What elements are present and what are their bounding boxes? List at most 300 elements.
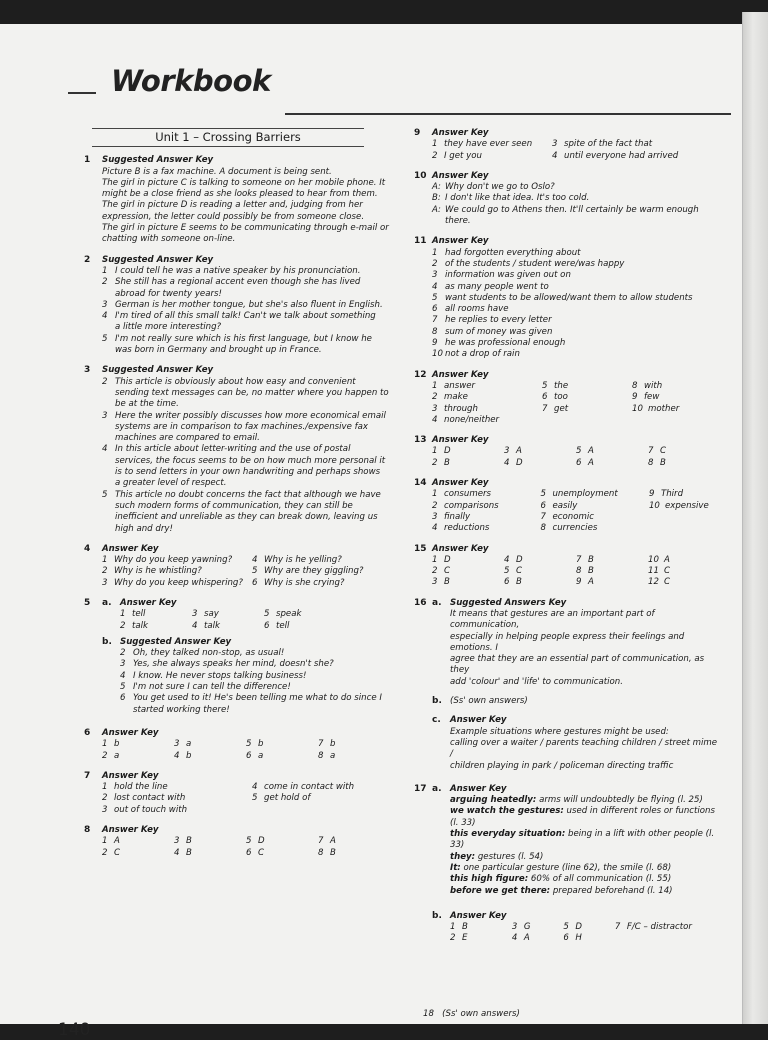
answer-paragraph [102,167,398,246]
answer-key-label: Answer Key [432,543,489,554]
item-answer: mother [648,403,680,414]
reference-answer: being in a lift with other people (l. 33) [450,829,715,851]
item-number: 9 [648,489,655,500]
item-answer: spite of the fact that [564,139,653,150]
item-answer: B [588,566,594,577]
item-number [615,933,627,944]
answer-item [120,648,398,659]
answer-item [120,693,398,716]
item-text: not a drop of rain [445,349,520,360]
grid-cell [246,848,318,859]
item-answer: finally [444,511,471,522]
item-number: 3 [102,577,108,588]
grid-cell [632,415,692,426]
grid-row [432,415,718,426]
item-answer: B [516,577,522,588]
item-number [649,512,661,523]
item-number: 4 [192,620,198,631]
item-number: 1 [450,922,456,933]
reference-answer: prepared beforehand (l. 14) [550,885,673,896]
item-answer: C [444,566,451,577]
answer-item [432,248,718,259]
right-column [408,128,718,954]
item-number: 6 [563,933,569,944]
item-answer: Why do you keep whispering? [114,577,243,588]
grid-cell [576,566,648,577]
grid-cell [540,523,648,534]
item-text: I could tell he was a native speaker by his pronunciation. [115,265,361,276]
item-answer: out of touch with [114,804,188,815]
grid-cell [102,782,252,793]
item-number: 6 [432,304,438,315]
item-answer: through [444,403,478,414]
item-answer: A [588,577,594,588]
grid-cell [174,751,246,762]
reference-phrase: this high figure: [450,874,529,885]
answer-key-label: Suggested Answers Key [450,597,567,608]
item-number: 5 [504,566,510,577]
item-number: 6 [246,847,252,858]
item-answer: currencies [552,523,598,534]
item-number: 6 [264,620,270,631]
reference-phrase: It: [450,862,461,873]
item-answer: with [644,380,663,391]
book-edge [742,12,768,1024]
grid-cell [432,523,540,534]
item-text: had forgotten everything about [445,247,581,258]
answer-key-label: Answer Key [432,478,489,489]
grid-row [432,381,718,392]
item-text: inefficient and unreliable as they can break down, leaving us [115,512,378,523]
grid-cell [648,458,688,469]
item-text: In this article about letter-writing and the use of postal [115,444,351,455]
grid-row [432,446,718,457]
item-answer: comparisons [444,500,499,511]
exercise-12 [408,370,718,426]
item-answer: lost contact with [114,793,186,804]
item-number [542,415,554,426]
answer-key-label: Suggested Answer Key [102,155,214,166]
item-number: 6 [576,457,582,468]
item-text: I'm not really sure which is his first language, but I know he [115,333,372,344]
grid-cell [174,836,246,847]
grid-row [432,566,718,577]
grid-row [102,555,398,566]
grid-cell [648,446,688,457]
item-number: 7 [576,554,582,565]
item-answer: make [444,392,468,403]
text-line [450,874,718,885]
answer-grid [450,922,718,945]
item-answer: Why are they giggling? [264,566,364,577]
exercise-16c [432,715,718,771]
grid-cell [450,933,512,944]
item-number: 9 [576,577,582,588]
item-number: 4 [102,444,108,455]
grid-cell [102,805,252,816]
item-number: 6 [504,577,510,588]
grid-cell [432,577,504,588]
item-number: 5 [120,682,126,693]
answer-grid [102,555,398,589]
exercise-17a [432,784,718,897]
answer-key-label: Answer Key [450,910,507,921]
grid-row [102,751,398,762]
exercise-number: 18 [423,1009,434,1019]
item-text: be at the time. [115,399,179,410]
item-answer: b [186,750,192,761]
answer-key-label: Answer Key [432,170,489,181]
item-text: This article no doubt concerns the fact that although we have [115,489,381,500]
grid-cell [542,404,632,415]
grid-row [120,621,398,632]
item-number: 2 [120,620,126,631]
item-answer: C [516,566,523,577]
answer-key-label: Suggested Answer Key [120,636,232,647]
exercise-17 [408,784,718,945]
answer-item [102,377,398,411]
item-text: started working there! [133,704,230,715]
grid-cell [432,139,552,150]
answer-text: (Ss' own answers) [442,1009,520,1019]
item-answer: D [444,446,451,457]
answer-key-label: Answer Key [432,128,489,138]
answer-key-label: Answer Key [432,435,489,446]
item-answer: unemployment [552,489,618,500]
answer-item [432,315,718,326]
item-number: 1 [432,139,438,150]
grid-cell [450,922,512,933]
grid-cell [246,836,318,847]
exercise-1 [78,155,398,245]
item-answer: tell [132,609,146,620]
answer-key-label: Answer Key [432,369,489,380]
item-answer: C [664,577,671,588]
text-line: Picture B is a fax machine. A document is being sent. [102,166,332,177]
item-number: 3 [552,139,558,150]
grid-cell [246,739,318,750]
exercise-15 [408,544,718,589]
grid-cell [318,751,358,762]
exercise-11 [408,236,718,360]
item-number: 1 [432,380,438,391]
item-answer: A [114,836,120,847]
item-text: You get used to it! He's been telling me what to do since I [133,693,382,704]
reference-answer: one particular gesture (line 62), the smile (l. 68) [460,862,672,873]
grid-cell [542,381,632,392]
grid-cell [264,609,324,620]
answer-item [432,338,718,349]
answer-text: (Ss' own answers) [450,696,528,707]
exercise-4 [78,544,398,589]
exercise-number: 12 [414,369,427,380]
item-answer: a [330,750,336,761]
text-line: chatting with someone on-line. [102,234,236,245]
item-answer: none/neither [444,414,500,425]
answer-item [432,349,718,360]
item-text: want students to be allowed/want them to allow students [445,292,693,303]
item-number: 1 [432,554,438,565]
answer-item [102,411,398,445]
item-text: is to send letters in your own handwriting and perhaps shows [115,467,381,478]
item-answer: too [554,392,568,403]
item-answer: A [588,446,594,457]
grid-cell [563,922,615,933]
grid-cell [540,489,648,500]
grid-cell [120,621,192,632]
text-line [450,829,718,852]
text-line [450,852,718,863]
item-number: 8 [632,380,638,391]
text-line: children playing in park / policeman directing traffic [450,760,674,771]
item-text: I'm tired of all this small talk! Can't we talk about something [115,311,376,322]
grid-cell [252,566,372,577]
item-number: 4 [432,414,438,425]
item-answer: get hold of [264,793,311,804]
item-text: machines are compared to email. [115,433,260,444]
item-text: We could go to Athens then. It'll certainly be warm enough there. [445,204,699,227]
item-number: 7 [614,922,621,933]
grid-cell [252,805,372,816]
item-number: 3 [504,446,510,457]
item-number: 4 [174,750,180,761]
grid-cell [615,922,718,933]
reference-phrase: we watch the gestures: [450,806,564,817]
answer-item [432,304,718,315]
item-number: 12 [648,577,659,588]
item-text: a greater level of respect. [115,478,227,489]
exercise-number: 7 [84,770,91,781]
answer-item [102,300,398,311]
exercise-number: 13 [414,435,427,446]
grid-row [120,609,398,620]
answer-item [432,182,718,193]
item-number: 4 [432,281,438,292]
part-letter: b. [102,636,112,647]
grid-cell [432,446,504,457]
item-number: 5 [102,333,108,344]
grid-cell [632,381,692,392]
grid-cell [648,577,688,588]
item-number: 2 [432,392,438,403]
item-text: systems are in comparison to fax machines./expensive fax [115,421,368,432]
item-number [252,805,264,816]
item-answer: C [114,847,121,858]
item-number: 2 [432,258,438,269]
item-number: 2 [432,457,438,468]
item-answer: C [660,446,667,457]
item-text: he was professional enough [445,338,566,349]
item-text: information was given out on [445,270,571,281]
unit-title: Unit 1 – Crossing Barriers [92,128,364,147]
part-letter: a. [432,783,442,794]
grid-cell [432,415,542,426]
item-text: high and dry! [115,523,173,534]
grid-row [102,739,398,750]
item-answer: A [523,933,530,944]
answer-item [432,282,718,293]
item-answer: easily [552,500,578,511]
text-line: Example situations where gestures might be used: [450,726,669,737]
grid-cell [102,751,174,762]
grid-cell [432,489,540,500]
exercise-number: 16 [414,597,427,608]
answer-key-label: Answer Key [120,597,177,608]
grid-cell [615,933,718,944]
grid-row [432,489,718,500]
part-letter: b. [432,910,442,921]
exercise-number: 8 [84,825,91,836]
answer-key-label: Answer Key [102,825,159,836]
item-number: 2 [102,277,108,288]
grid-cell [432,404,542,415]
answer-item [432,259,718,270]
grid-cell [432,512,540,523]
item-number: 1 [432,446,438,457]
answer-item [120,682,398,693]
page-number: 140 [58,1020,91,1040]
reference-answer: gestures (l. 54) [475,851,544,862]
item-number: 4 [504,554,510,565]
answer-paragraph [450,609,718,688]
answer-item [120,659,398,670]
grid-cell [318,848,358,859]
item-number: 3 [432,270,438,281]
grid-cell [540,501,648,512]
answer-key-label: Answer Key [102,727,159,738]
grid-cell [252,793,372,804]
answer-key-label: Suggested Answer Key [102,254,214,265]
grid-cell [102,566,252,577]
item-number: 3 [511,922,518,933]
item-number: 7 [648,446,654,457]
grid-row [432,404,718,415]
item-answer: until everyone had arrived [564,150,679,161]
exercise-number: 3 [84,365,91,376]
item-answer: B [186,847,192,858]
answer-paragraph [450,795,718,897]
answer-item [432,205,718,228]
answer-item [120,671,398,682]
text-line: might be a close friend as she looks pleased to hear from them. [102,189,378,200]
item-number: 4 [120,670,126,681]
item-number: 2 [102,376,108,387]
text-line: expression, the letter could possibly be from someone close. [102,211,365,222]
grid-row [432,151,718,162]
item-number: 4 [504,457,510,468]
item-answer: hold the line [114,782,168,793]
item-answer: Third [660,489,684,500]
grid-cell [432,392,542,403]
item-text: I'm not sure I can tell the difference! [133,682,291,693]
item-text: Why don't we go to Oslo? [445,182,555,193]
item-number: 1 [102,782,108,793]
grid-cell [192,621,264,632]
grid-cell [576,458,648,469]
text-line [450,863,718,874]
exercise-17b [432,911,718,945]
item-number: 8 [576,566,582,577]
grid-cell [252,578,372,589]
answer-item [102,444,398,489]
item-number: 2 [102,793,108,804]
text-line [450,806,718,829]
grid-cell [649,489,718,500]
item-answer: expensive [664,500,709,511]
item-number: 6 [540,500,546,511]
exercise-13 [408,435,718,469]
answer-paragraph [450,727,718,772]
item-number: 5 [252,793,258,804]
exercise-number: 4 [84,543,91,554]
item-answer: b [114,739,120,750]
item-number: 10 [648,554,659,565]
item-answer: the [554,380,569,391]
exercise-number: 11 [414,236,427,247]
item-answer: a [186,739,192,750]
item-number: 4 [174,847,180,858]
item-number: 1 [102,739,108,750]
item-number: 1 [102,265,108,276]
grid-cell [649,512,718,523]
answer-list [432,248,718,361]
answer-list [432,182,718,227]
item-number: B: [432,193,441,204]
item-number: 3 [120,659,126,670]
grid-cell [252,555,372,566]
grid-row [102,805,398,816]
item-answer: speak [276,609,302,620]
item-number: 4 [511,933,518,944]
grid-cell [649,501,718,512]
item-text: he replies to every letter [445,315,552,326]
grid-cell [102,555,252,566]
exercise-5 [78,598,398,716]
answer-grid [432,489,718,534]
item-answer: B [660,457,666,468]
item-number: 4 [252,782,258,793]
grid-cell [504,458,576,469]
grid-row [102,566,398,577]
item-answer: b [258,739,264,750]
item-number: 6 [120,693,126,704]
left-column [78,128,398,868]
item-number: 7 [432,315,438,326]
answer-item [432,327,718,338]
item-answer: D [516,457,523,468]
item-number: 2 [102,750,108,761]
grid-cell [102,739,174,750]
grid-cell [648,566,688,577]
item-answer: talk [204,620,220,631]
item-number: 7 [318,836,324,847]
grid-cell [540,512,648,523]
grid-cell [512,933,564,944]
item-number: 2 [450,933,456,944]
grid-cell [432,458,504,469]
text-line: The girl in picture D is reading a letter and, judging from her [102,200,363,211]
answer-grid [432,446,718,469]
grid-cell [632,404,692,415]
page-title: Workbook [111,64,271,98]
item-text: I know. He never stops talking business! [133,670,307,681]
grid-cell [246,751,318,762]
header-dash [68,92,96,94]
grid-cell [102,578,252,589]
item-number: 3 [102,804,108,815]
grid-cell [432,151,552,162]
reference-answer: 60% of all communication (l. 55) [528,874,672,885]
